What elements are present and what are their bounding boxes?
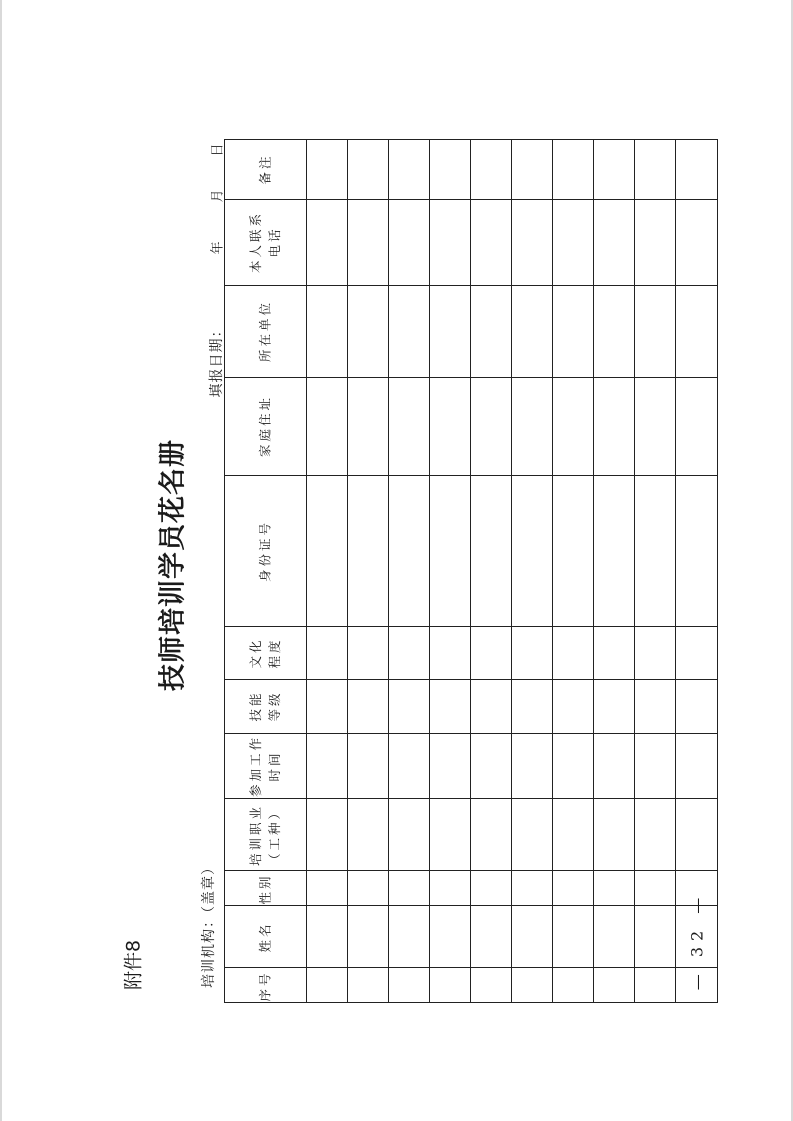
date-year-label: 年 (210, 241, 226, 255)
training-org-label: 培训机构：（盖章） (201, 860, 217, 988)
column-header-education: 文化程度 (248, 637, 282, 669)
table-row (225, 286, 718, 378)
date-month-label: 月 (210, 189, 226, 203)
table-row (225, 140, 718, 200)
column-header-skill-level: 技能等级 (248, 690, 282, 722)
column-header-work-start: 参加工作时间 (248, 735, 282, 798)
table-row (225, 476, 718, 627)
column-header-phone: 本人联系电话 (248, 211, 282, 274)
table-row (225, 378, 718, 476)
table-row (225, 200, 718, 286)
column-header-employer: 所在单位 (257, 300, 273, 363)
page-number: — 32 — (687, 891, 707, 991)
attachment-label: 附件8 (122, 939, 145, 991)
table-row (225, 906, 718, 968)
document-title: 技师培训学员花名册 (157, 439, 189, 691)
column-header-gender: 性别 (257, 873, 273, 905)
table-row (225, 799, 718, 871)
table-row (225, 680, 718, 734)
column-header-address: 家庭住址 (257, 395, 273, 458)
column-header-id-number: 身份证号 (257, 520, 273, 583)
date-day-label: 日 (210, 143, 226, 157)
table-row (225, 734, 718, 799)
report-date-label: 填报日期： (209, 322, 225, 398)
roster-table (224, 139, 718, 1003)
column-header-name: 姓名 (257, 921, 273, 953)
table-row (225, 627, 718, 680)
column-header-occupation: 培训职业（工种） (248, 804, 282, 867)
scan-edge-left (0, 0, 2, 1121)
column-header-serial: 序号 (257, 970, 273, 1002)
table-row (225, 871, 718, 906)
table-row (225, 968, 718, 1003)
column-header-remarks: 备注 (257, 153, 273, 185)
